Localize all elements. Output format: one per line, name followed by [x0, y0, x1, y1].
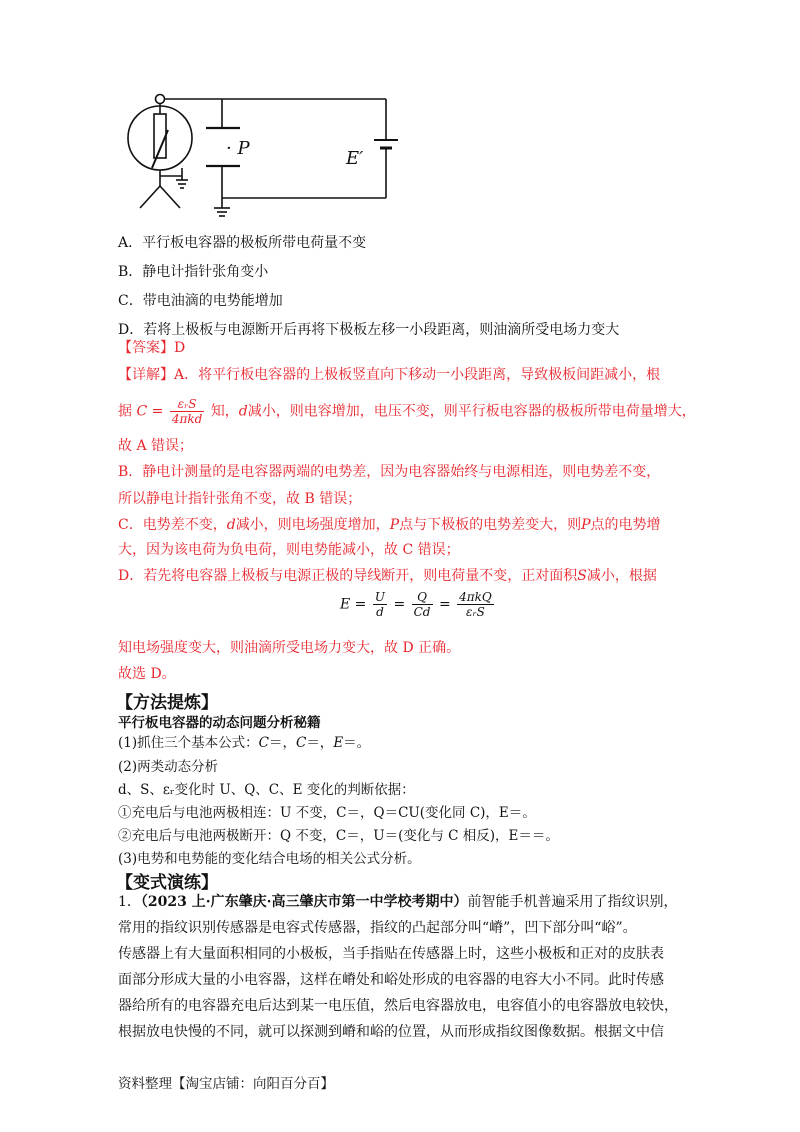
page-footer: 资料整理【淘宝店铺：向阳百分百】 — [118, 1076, 334, 1092]
variant-heading: 【变式演练】 — [116, 873, 218, 893]
capacitance-fraction: $\frac{\text{εᵣS}}{\text{4πkd}}$ — [171, 397, 203, 426]
question-line-5: 器给所有的电容器充电后达到某一电压值，然后电容器放电，电容值小的电容器放电较快， — [118, 998, 678, 1014]
option-b: B．静电计指针张角变小 — [118, 264, 269, 280]
detail-line-9: 知电场强度变大，则油滴所受电场力变大，故 D 正确。 — [118, 640, 461, 656]
question-line-4: 面部分形成大量的小电容器，这样在嵴处和峪处形成的电容器的电容大小不同。此时传感 — [118, 972, 664, 988]
option-d: D．若将上极板与电源断开后再将下极板左移一小段距离，则油滴所受电场力变大 — [118, 322, 620, 338]
option-c: C．带电油滴的电势能增加 — [118, 293, 283, 309]
method-subheading: 平行板电容器的动态问题分析秘籍 — [118, 715, 321, 731]
detail-line-3: 故 A 错误； — [118, 438, 194, 454]
detail-line-7: 大，因为该电荷为负电荷，则电势能减小，故 C 错误； — [118, 542, 460, 558]
question-line-3: 传感器上有大量面积相同的小极板，当手指贴在传感器上时，这些小极板和正对的皮肤表 — [118, 946, 664, 962]
method-line-2: (2)两类动态分析 — [118, 759, 219, 775]
question-line-2: 常用的指纹识别传感器是电容式传感器，指纹的凸起部分叫“嵴”，凹下部分叫“峪”。 — [118, 920, 637, 936]
method-heading: 【方法提炼】 — [116, 693, 218, 713]
method-line-6: (3)电势和电势能的变化结合电场的相关公式分析。 — [118, 851, 421, 867]
answer: 【答案】D — [118, 340, 186, 356]
detail-line-1: 【详解】A．将平行板电容器的上极板竖直向下移动一小段距离，导致极板间距减小，根 — [118, 367, 661, 383]
question-line-1: 1．（2023 上·广东肇庆·高三肇庆市第一中学校考期中）前智能手机普遍采用了指纹识别， — [118, 894, 678, 910]
label-e: E′ — [346, 148, 364, 169]
electrometer-circle — [128, 106, 192, 170]
option-a: A．平行板电容器的极板所带电荷量不变 — [118, 235, 367, 251]
method-line-3: d、S、εᵣ变化时 U、Q、C、E 变化的判断依据： — [118, 782, 415, 798]
detail-line-10: 故选 D。 — [118, 666, 176, 682]
circuit-diagram — [118, 90, 418, 220]
detail-line-8: D．若先将电容器上极板与电源正极的导线断开，则电荷量不变，正对面积S减小，根据 — [118, 568, 657, 584]
method-line-1: (1)抓住三个基本公式：C＝，C＝，E＝。 — [118, 735, 371, 751]
detail-line-4: B．静电计测量的是电容器两端的电势差，因为电容器始终与电源相连，则电势差不变， — [118, 464, 661, 480]
question-line-6: 根据放电快慢的不同，就可以探测到嵴和峪的位置，从而形成指纹图像数据。根据文中信 — [118, 1024, 664, 1040]
method-line-4: ①充电后与电池两极相连：U 不变，C＝，Q＝CU(变化同 C)，E＝。 — [118, 805, 536, 821]
field-formula: E = $\frac{U}{d}$ = $\frac{Q}{Cd}$ = $\frac{\text{4πkQ}}{\text{εᵣS}}$ — [340, 590, 492, 619]
label-p: · P — [226, 138, 250, 159]
method-line-5: ②充电后与电池两极断开：Q 不变，C＝，U＝(变化与 C 相反)，E＝＝。 — [118, 828, 559, 844]
detail-line-6: C．电势差不变，d减小，则电场强度增加，P点与下极板的电势差变大，则P点的电势增 — [118, 517, 661, 533]
detail-line-2: 据 C = $\frac{\text{εᵣS}}{\text{4πkd}}$ 知，d减小，则电容增加，电压不变，则平行板电容器的极板所带电荷量增大， — [118, 397, 696, 426]
detail-line-5: 所以静电计指针张角不变，故 B 错误； — [118, 491, 362, 507]
